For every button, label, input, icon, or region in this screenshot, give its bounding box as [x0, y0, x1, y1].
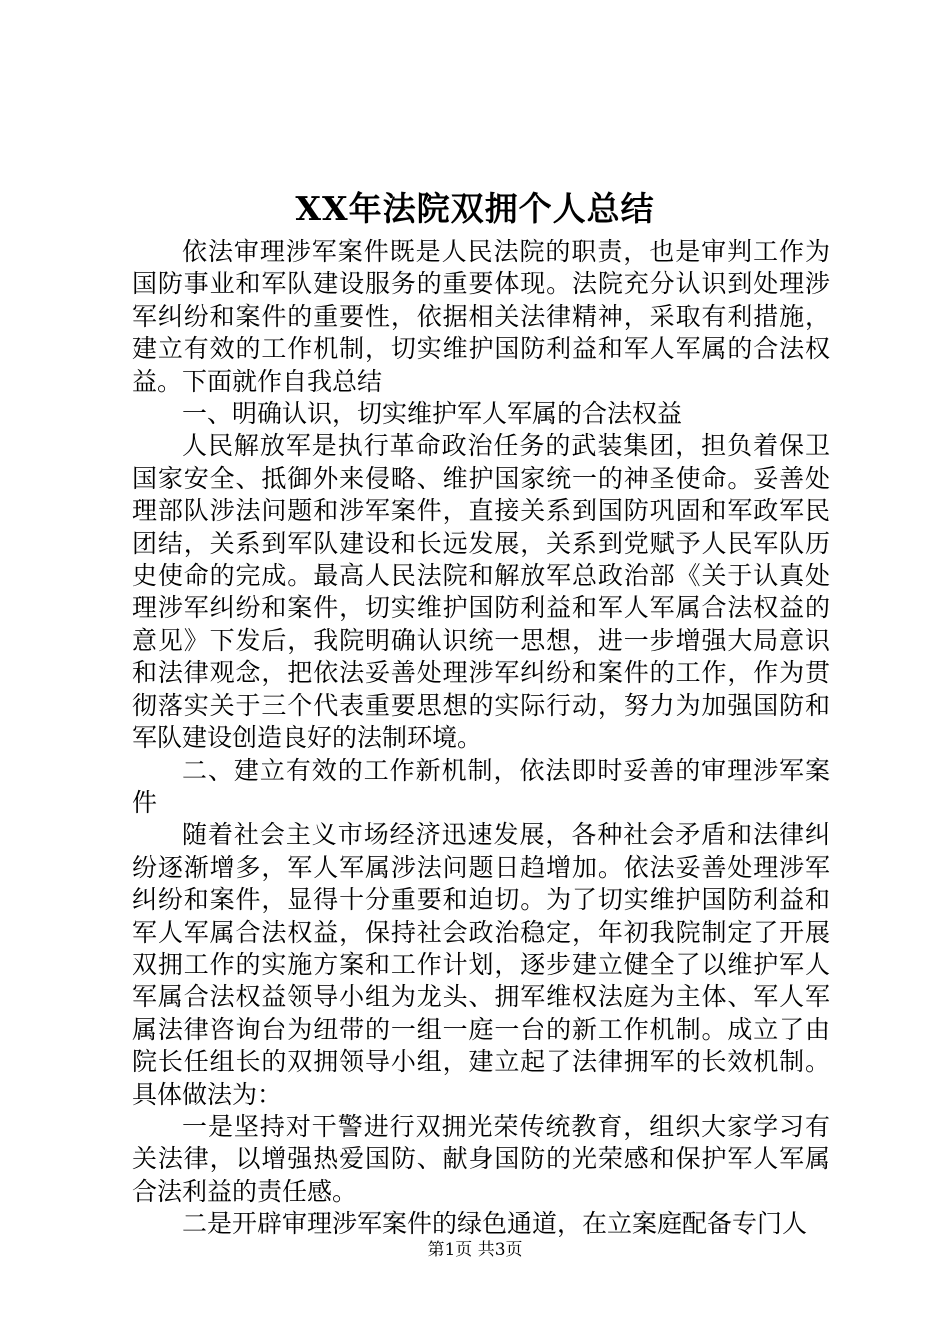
document-body [132, 236, 830, 1241]
paragraph-item-1: 一是坚持对干警进行双拥光荣传统教育，组织大家学习有关法律，以增强热爱国防、献身国防的光荣感和保护军人军属合法利益的责任感。 [132, 1111, 830, 1206]
paragraph-intro: 依法审理涉军案件既是人民法院的职责，也是审判工作为国防事业和军队建设服务的重要体现。法院充分认识到处理涉军纠纷和案件的重要性，依据相关法律精神，采取有利措施，建立有效的工作机制，切实维护国防利益和军人军属的合法权益。下面就作自我总结 [132, 237, 830, 396]
section-heading-2: 二、建立有效的工作新机制，依法即时妥善的审理涉军案件 [132, 755, 830, 817]
section-heading-1: 一、明确认识，切实维护军人军属的合法权益 [182, 399, 683, 429]
document-title: XX年法院双拥个人总结 [295, 189, 655, 228]
page-number: 第1页 共3页 [427, 1240, 523, 1260]
paragraph-item-2: 二是开辟审理涉军案件的绿色通道，在立案庭配备专门人 [182, 1209, 808, 1239]
paragraph-section-1: 人民解放军是执行革命政治任务的武装集团，担负着保卫国家安全、抵御外来侵略、维护国家统一的神圣使命。妥善处理部队涉法问题和涉军案件，直接关系到国防巩固和军政军民团结，关系到军队建设和长远发展，关系到党赋予人民军队历史使命的完成。最高人民法院和解放军总政治部《关于认真处理涉军纠纷和案件，切实维护国防利益和军人军属合法权益的意见》下发后，我院明确认识统一思想，进一步增强大局意识和法律观念，把依法妥善处理涉军纠纷和案件的工作，作为贯彻落实关于三个代表重要思想的实际行动，努力为加强国防和军队建设创造良好的法制环境。 [132, 431, 830, 753]
paragraph-section-2: 随着社会主义市场经济迅速发展，各种社会矛盾和法律纠纷逐渐增多，军人军属涉法问题日趋增加。依法妥善处理涉军纠纷和案件，显得十分重要和迫切。为了切实维护国防利益和军人军属合法权益，保持社会政治稳定，年初我院制定了开展双拥工作的实施方案和工作计划，逐步建立健全了以维护军人军属合法权益领导小组为龙头、拥军维权法庭为主体、军人军属法律咨询台为纽带的一组一庭一台的新工作机制。成立了由院长任组长的双拥领导小组，建立起了法律拥军的长效机制。具体做法为： [132, 820, 830, 1109]
